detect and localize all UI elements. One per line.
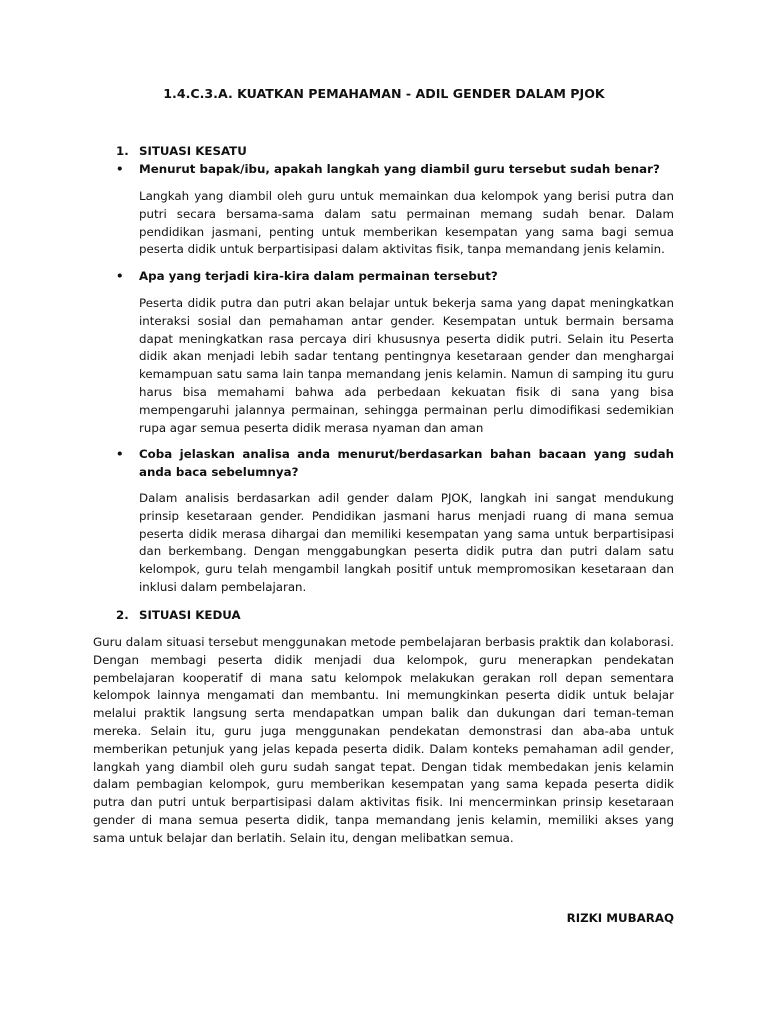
question-2-text: Apa yang terjadi kira-kira dalam permainan tersebut? [139, 269, 498, 283]
section-1-number: 1. [116, 144, 129, 158]
question-3 [116, 446, 674, 482]
bullet-icon: • [116, 269, 124, 283]
question-1-text: Menurut bapak/ibu, apakah langkah yang diambil guru tersebut sudah benar? [139, 162, 660, 176]
section-2-title: SITUASI KEDUA [139, 608, 241, 622]
section-2-number: 2. [116, 608, 129, 622]
bullet-icon: • [116, 447, 124, 461]
author-signature: RIZKI MUBARAQ [566, 911, 674, 925]
question-1 [116, 161, 674, 179]
section-1-title: SITUASI KESATU [139, 144, 247, 158]
bullet-icon: • [116, 162, 124, 176]
document-title: 1.4.C.3.A. KUATKAN PEMAHAMAN - ADIL GENDER DALAM PJOK [163, 86, 605, 101]
answer-2: Peserta didik putra dan putri akan belajar untuk bekerja sama yang dapat meningkatkan interaksi sosial dan pemahaman antar gender. Kesempatan untuk bermain bersama dapat meningkatkan rasa percaya diri khususnya peserta didik putri. Selain itu Peserta didik akan menjadi lebih sadar tentang pentingnya kesetaraan gender dan menghargai kemampuan satu sama lain tanpa memandang jenis kelamin. Namun di samping itu guru harus bisa memahami bahwa ada perbedaan kekuatan fisik di sana yang bisa mempengaruhi jalannya permainan, sehingga permainan perlu dimodifikasi sedemikian rupa agar semua peserta didik merasa nyaman dan aman [139, 296, 674, 435]
answer-3: Dalam analisis berdasarkan adil gender dalam PJOK, langkah ini sangat mendukung prinsip kesetaraan gender. Pendidikan jasmani harus menjadi ruang di mana semua peserta didik merasa dihargai dan memiliki kesempatan yang sama untuk berpartisipasi dan berkembang. Dengan menggabungkan peserta didik putra dan putri dalam satu kelompok, guru telah mengambil langkah positif untuk mempromosikan kesetaraan dan inklusi dalam pembelajaran. [139, 491, 674, 594]
answer-1: Langkah yang diambil oleh guru untuk memainkan dua kelompok yang berisi putra dan putri secara bersama-sama dalam satu permainan memang sudah benar. Dalam pendidikan jasmani, penting untuk memberikan kesempatan yang sama bagi semua peserta didik untuk berpartisipasi dalam aktivitas fisik, tanpa memandang jenis kelamin. [139, 189, 674, 257]
section-2-body: Guru dalam situasi tersebut menggunakan metode pembelajaran berbasis praktik dan kolaborasi. Dengan membagi peserta didik menjadi dua kelompok, guru menerapkan pendekatan pembelajaran kooperatif di mana satu kelompok melakukan gerakan roll depan sementara kelompok lainnya mengamati dan membantu. Ini memungkinkan peserta didik untuk belajar melalui praktik langsung serta mendapatkan umpan balik dan dukungan dari teman-teman mereka. Selain itu, guru juga menggunakan pendekatan demonstrasi dan aba-aba untuk memberikan petunjuk yang jelas kepada peserta didik. Dalam konteks pemahaman adil gender, langkah yang diambil oleh guru sudah sangat tepat. Dengan tidak membedakan jenis kelamin dalam pembagian kelompok, guru memberikan kesempatan yang sama kepada peserta didik putra dan putri untuk berpartisipasi dalam aktivitas fisik. Ini mencerminkan prinsip kesetaraan gender di mana semua peserta didik, tanpa memandang jenis kelamin, memiliki akses yang sama untuk belajar dan berlatih. Selain itu, dengan melibatkan semua. [93, 635, 674, 845]
section-1-heading [116, 143, 247, 161]
question-3-text: Coba jelaskan analisa anda menurut/berdasarkan bahan bacaan yang sudah anda baca sebelumnya? [139, 447, 674, 479]
section-2-heading [116, 607, 241, 625]
question-2 [116, 268, 674, 286]
